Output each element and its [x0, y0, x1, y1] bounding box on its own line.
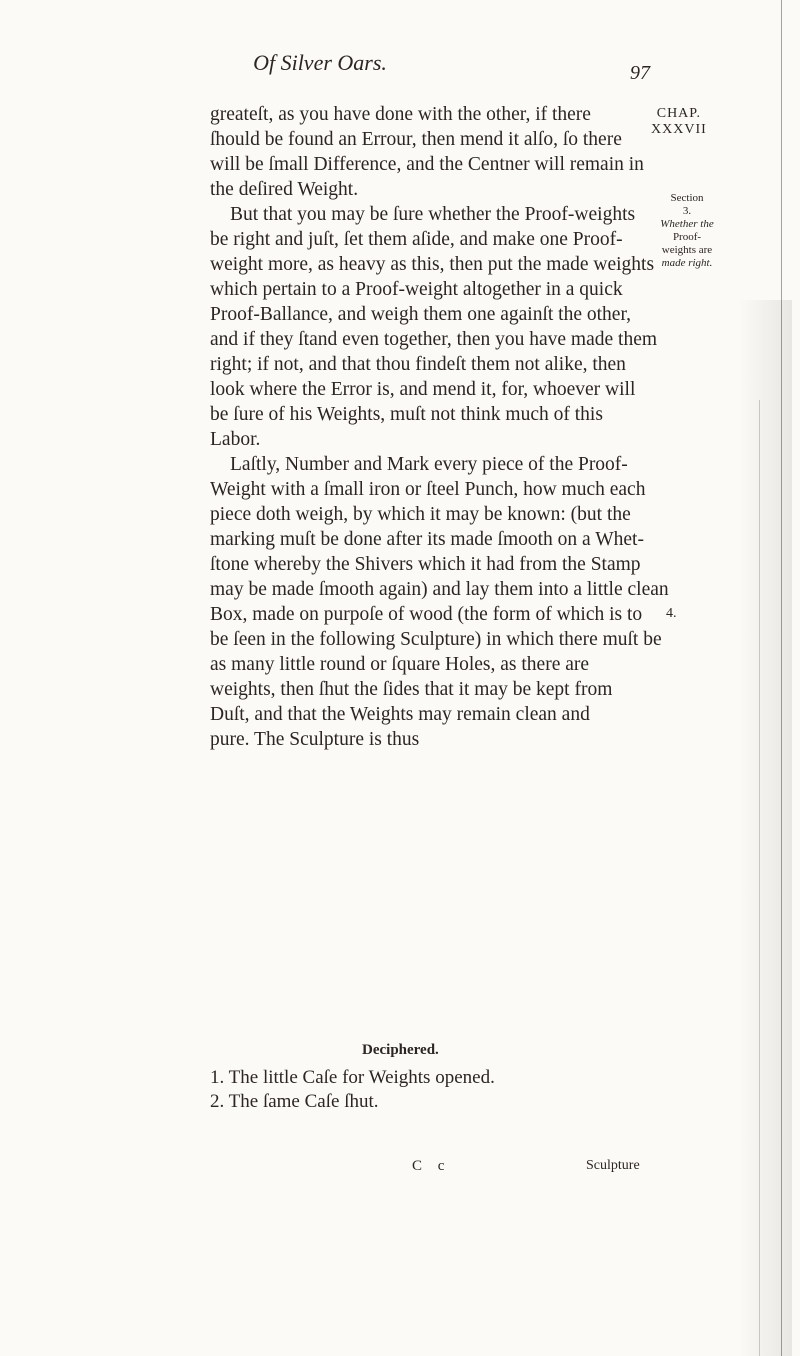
text-line: Proof-Ballance, and weigh them one againſt the other,: [210, 304, 632, 325]
text-line: right; if not, and that thou findeſt them not alike, then: [210, 354, 626, 375]
text-line: the deſired Weight.: [210, 179, 359, 200]
text-line: which pertain to a Proof-weight altogether in a quick: [210, 279, 623, 300]
text-line: as many little round or ſquare Holes, as there are: [210, 654, 590, 675]
caption-list: [210, 1066, 650, 1114]
text-line: be right and juſt, ſet them aſide, and make one Proof-: [210, 229, 623, 250]
caption-item: 2. The ſame Caſe ſhut.: [210, 1091, 379, 1112]
text-line: greateſt, as you have done with the other, if there: [210, 104, 591, 125]
section-label: Section: [670, 192, 704, 204]
chapter-number: XXXVII: [651, 122, 707, 137]
text-line: marking muſt be done after its made ſmooth on a Whet-: [210, 529, 644, 550]
page-edge-line: [781, 0, 782, 1356]
text-line: will be ſmall Difference, and the Centner will remain in: [210, 154, 644, 175]
signature-mark: C c: [412, 1158, 451, 1174]
text-line: Laſtly, Number and Mark every piece of the Proof-: [230, 454, 628, 475]
page-fold-line: [759, 400, 760, 1356]
text-line: weight more, as heavy as this, then put the made weights: [210, 254, 655, 275]
section-note-line: made right.: [661, 257, 713, 269]
text-line: But that you may be ſure whether the Proof-weights: [230, 204, 636, 225]
text-line: Labor.: [210, 429, 261, 450]
text-line: ſtone whereby the Shivers which it had from the Stamp: [210, 554, 641, 575]
caption-heading: Deciphered.: [362, 1042, 439, 1058]
page-number: 97: [630, 62, 650, 84]
text-line: weights, then ſhut the ſides that it may be kept from: [210, 679, 613, 700]
text-line: look where the Error is, and mend it, for, whoever will: [210, 379, 636, 400]
chapter-marker: [651, 106, 707, 138]
text-line: be ſure of his Weights, muſt not think much of this: [210, 404, 603, 425]
text-line: and if they ſtand even together, then you have made them: [210, 329, 658, 350]
section-note-line: Proof-: [672, 231, 702, 243]
section-note-line: Whether the: [660, 218, 714, 230]
body-text: [210, 102, 669, 752]
page-edge-shadow: [738, 300, 792, 1356]
section-note-line: weights are: [661, 244, 713, 256]
catchword: Sculpture: [586, 1158, 640, 1173]
section-note: [650, 192, 724, 270]
running-header: Of Silver Oars.: [253, 50, 387, 75]
paragraph-number: 4.: [666, 606, 677, 621]
text-line: Box, made on purpoſe of wood (the form of which is to: [210, 604, 643, 625]
text-line: pure. The Sculpture is thus: [210, 729, 420, 750]
text-line: Duſt, and that the Weights may remain clean and: [210, 704, 590, 725]
text-line: may be made ſmooth again) and lay them into a little clean: [210, 579, 669, 600]
caption-item: 1. The little Caſe for Weights opened.: [210, 1067, 495, 1088]
text-line: ſhould be found an Errour, then mend it alſo, ſo there: [210, 129, 622, 150]
text-line: piece doth weigh, by which it may be known: (but the: [210, 504, 631, 525]
section-number: 3.: [682, 205, 692, 217]
chapter-label: CHAP.: [656, 106, 702, 121]
text-line: Weight with a ſmall iron or ſteel Punch, how much each: [210, 479, 646, 500]
text-line: be ſeen in the following Sculpture) in which there muſt be: [210, 629, 662, 650]
